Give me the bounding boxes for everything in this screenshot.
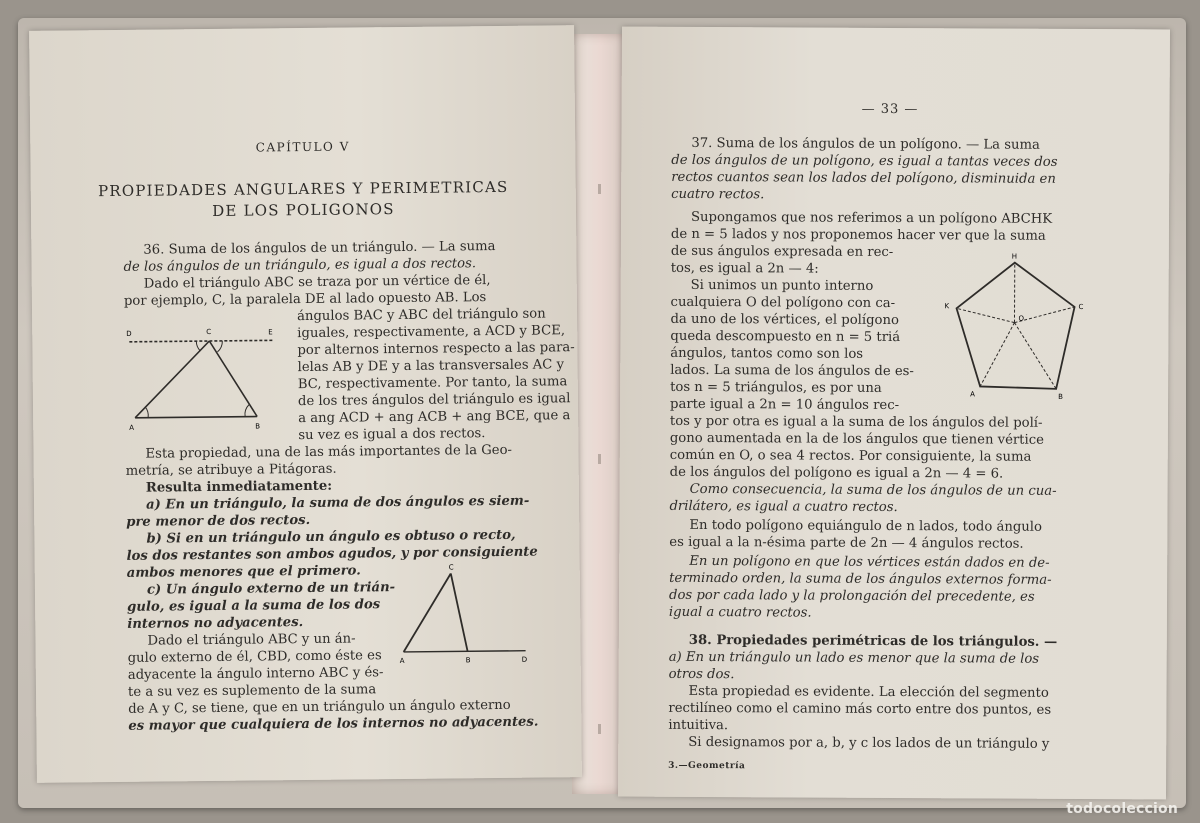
text-line: tos, es igual a 2n — 4: <box>670 260 819 277</box>
page-footer: 3.—Geometría <box>668 760 746 772</box>
text-line: de los tres ángulos del triángulo es igual <box>297 391 571 410</box>
text-line: te a su vez es suplemento de la suma <box>127 682 377 700</box>
pentagon-figure <box>940 250 1091 401</box>
text-line: Dado el triángulo ABC se traza por un vértice de él, <box>143 273 491 292</box>
text-line: por ejemplo, C, la paralela DE al lado opuesto AB. Los <box>123 290 487 309</box>
fig-label: C <box>448 563 454 572</box>
text-line: internos no adyacentes. <box>127 615 304 632</box>
text-line: gulo, es igual a la suma de los dos <box>127 597 381 615</box>
text-line: Como consecuencia, la suma de los ángulos de un cua- <box>689 481 1057 499</box>
text-line: parte igual a 2n = 10 ángulos rec- <box>670 396 900 414</box>
text-line: En un polígono en que los vértices están dados en de- <box>689 553 1050 571</box>
text-line: ángulos, tantos como son los <box>670 345 864 362</box>
text-line: En todo polígono equiángulo de n lados, todo ángulo <box>689 517 1042 535</box>
text-line: adyacente la ángulo interno ABC y és- <box>127 665 384 683</box>
fig-label: K <box>944 302 950 311</box>
text-line: b) Si en un triángulo un ángulo es obtuso o recto, <box>146 527 516 547</box>
triangle-figure-external-angle <box>395 561 536 667</box>
section-36-title: 36. Suma de los ángulos de un triángulo. — La suma <box>143 239 496 258</box>
text-line: por alternos internos respecto a las para- <box>297 340 575 359</box>
text-line: Si designamos por a, b, y c los lados de un triángulo y <box>688 734 1050 752</box>
text-line: de sus ángulos expresada en rec- <box>670 243 894 260</box>
fig-label: A <box>129 423 135 432</box>
text-line: gulo externo de él, CBD, como éste es <box>127 648 382 666</box>
text-line: pre menor de dos rectos. <box>126 512 311 530</box>
text-line: queda descompuesto en n = 5 triá <box>670 328 901 346</box>
text-line: de A y C, se tiene, que en un triángulo un ángulo externo <box>128 697 511 717</box>
section-38-title: 38. Propiedades perimétricas de los triángulos. — <box>688 632 1058 650</box>
text-line: drilátero, es igual a cuatro rectos. <box>669 498 898 516</box>
text-line: igual a cuatro rectos. <box>668 604 812 621</box>
text-line: tos n = 5 triángulos, es por una <box>670 379 882 396</box>
fig-label: C <box>206 327 212 337</box>
text-line: Esta propiedad es evidente. La elección del segmento <box>688 683 1049 701</box>
text-line: es igual a la n-ésima parte de 2n — 4 ángulos rectos. <box>669 534 1024 552</box>
text-line: terminado orden, la suma de los ángulos externos forma- <box>669 570 1052 588</box>
text-line: otros dos. <box>668 666 735 683</box>
text-line: rectos cuantos sean los lados del polígono, disminuida en <box>671 169 1056 187</box>
section-37-title: 37. Suma de los ángulos de un polígono. — La suma <box>691 135 1040 153</box>
fig-label: B <box>1058 392 1063 401</box>
right-page <box>618 27 1170 800</box>
chapter-label: CAPÍTULO V <box>255 139 350 155</box>
fig-label: A <box>399 656 405 666</box>
text-line: BC, respectivamente. Por tanto, la suma <box>297 374 568 393</box>
fig-label: B <box>465 656 471 665</box>
text-line: lados. La suma de los ángulos de es- <box>670 362 914 380</box>
text-line: de los ángulos de un triángulo, es igual a dos rectos. <box>123 256 477 275</box>
fig-label: H <box>1011 252 1018 261</box>
chapter-heading-line2: DE LOS POLIGONOS <box>212 200 395 220</box>
text-line: Supongamos que nos referimos a un polígono ABCHK <box>690 209 1053 227</box>
text-line: rectilíneo como el camino más corto entre dos puntos, es <box>668 700 1052 718</box>
stitch <box>598 454 601 464</box>
fig-label: A <box>970 390 975 399</box>
page-number: — 33 — <box>861 101 919 118</box>
text-line: su vez es igual a dos rectos. <box>298 426 486 444</box>
fig-label: D <box>126 329 132 338</box>
fig-label: D <box>521 655 528 664</box>
text-line: c) Un ángulo externo de un trián- <box>146 580 396 598</box>
text-line: iguales, respectivamente, a ACD y BCE, <box>297 323 566 342</box>
text-line: Si unimos un punto interno <box>690 277 874 294</box>
fig-label: C <box>1078 302 1084 311</box>
text-line: da uno de los vértices, el polígono <box>670 311 899 329</box>
text-line: Esta propiedad, una de las más importantes de la Geo- <box>145 442 513 462</box>
stitch <box>598 184 601 194</box>
left-page <box>29 25 582 783</box>
watermark-logo: todocoleccion <box>1066 801 1178 817</box>
text-line: tos y por otra es igual a la suma de los ángulos del polí- <box>669 413 1043 431</box>
text-line: cualquiera O del polígono con ca- <box>670 294 896 312</box>
text-line: es mayor que cualquiera de los internos no adyacentes. <box>128 714 539 734</box>
text-line: ambos menores que el primero. <box>126 563 361 581</box>
text-line: dos por cada lado y la prolongación del precedente, es <box>669 587 1035 605</box>
fig-label: B <box>255 422 261 431</box>
fig-label: E <box>268 328 273 337</box>
stitch <box>598 724 601 734</box>
text-line: de n = 5 lados y nos proponemos hacer ver que la suma <box>670 226 1046 244</box>
text-line: los dos restantes son ambos agudos, y por consiguiente <box>126 544 538 564</box>
text-line: a) En un triángulo un lado es menor que la suma de los <box>668 649 1040 667</box>
text-line: Resulta inmediatamente: <box>145 478 333 496</box>
text-line: gono aumentada en la de los ángulos que tienen vértice <box>669 430 1044 448</box>
chapter-heading-line1: PROPIEDADES ANGULARES Y PERIMETRICAS <box>97 177 509 201</box>
triangle-figure-parallel <box>124 320 285 437</box>
text-line: a ang ACD + ang ACB + ang BCE, que a <box>298 408 571 427</box>
text-line: lelas AB y DE y a las transversales AC y <box>297 357 565 376</box>
text-line: intuitiva. <box>668 717 729 734</box>
text-line: Dado el triángulo ABC y un án- <box>147 631 356 649</box>
fig-label: O <box>1018 314 1025 323</box>
text-line: ángulos BAC y ABC del triángulo son <box>297 306 546 325</box>
text-line: común en O, o sea 4 rectos. Por consiguiente, la suma <box>669 447 1032 465</box>
text-line: de los ángulos de un polígono, es igual a tantas veces dos <box>671 152 1058 170</box>
text-line: a) En un triángulo, la suma de dos ángulos es siem- <box>145 493 530 513</box>
text-line: cuatro rectos. <box>671 186 765 203</box>
text-line: de los ángulos del polígono es igual a 2n — 4 = 6. <box>669 464 1004 482</box>
text-line: metría, se atribuye a Pitágoras. <box>125 461 337 479</box>
